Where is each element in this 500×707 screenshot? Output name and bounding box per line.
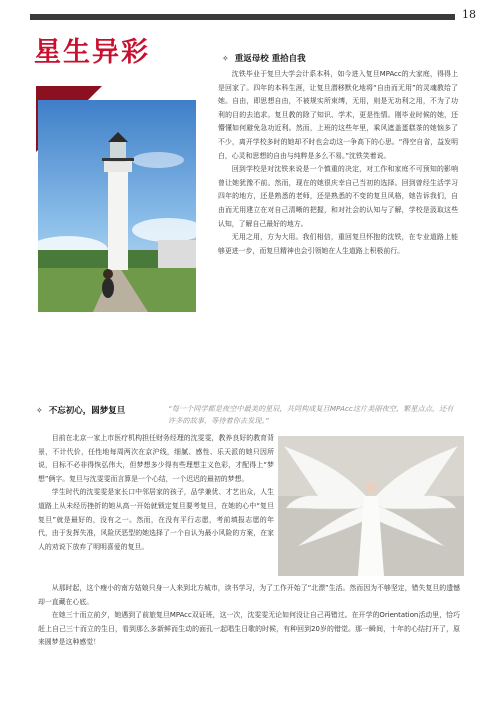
paragraph: 在她三十而立前夕，她遇到了前旅复旦MPAcc双证班，这一次，沈雯雯无论如何没让自己再错过。在开学的Orientation活动里，恰巧赶上自己三十而立的生日，看到那么多新鲜而生动的面孔一起唱生日歌的时候，有种回到20岁的错觉。那一瞬间，十年的心结打开了，原来圆梦是这种感觉！ — [38, 611, 460, 647]
section-heading: ✧ 不忘初心，圆梦复旦 — [36, 406, 126, 416]
page-number: 18 — [462, 8, 476, 21]
paragraph: 学生时代的沈雯雯是家长口中邻居家的孩子，品学兼优、才艺出众，人生道路上从未经历挫折的她从高一开始就锁定复旦要考复旦，在她的心中“复旦复旦”就是最好的，没有之一。然而，在没有平行志愿，考前填报志愿的年代，由于发挥失准，风险厌恶型的她选择了一个自认为最小风险的方案，在家人的劝说下放弃了明明喜爱的复旦。 — [38, 488, 274, 551]
paragraph: 回到学校是对沈铁来说是一个慎重的决定，对工作和家庭不可预知的影响曾让她犹豫不前。然而，现在的她很庆幸自己当初的选择。回到曾经生活学习四年的地方，还是熟悉的老师，还是熟悉的不变的复旦风格，她告诉我们，自由而无用建立在对自己清晰的把握，和对社会的认知与了解，学校是汲取这些认知，了解自己最好的地方。 — [218, 165, 458, 228]
header-rule — [30, 14, 455, 20]
paragraph: 从那时起，这个瘦小的南方姑娘只身一人来到北方城市，读书学习，为了工作开始了“北漂”生活。然而因为不够坚定，错失复旦的遗憾却一直藏在心底。 — [38, 584, 460, 606]
paragraph: 沈铁毕业于复旦大学会计系本科，如今进入复旦MPAcc的大家庭，得得上是回家了。四年的本科生涯，让复旦潜移默化地将“自由而无用”的灵魂教给了她。自由，即思想自由，不被规实所束缚，无用，则是无功利之用，不为了功利的目的去追求。复旦教的除了知识、学术，更是性情。刚毕业时候的她，还懵懂如何避免急功近利。然而，上班的这些年里，乘风遮盖蛋糕茶的她恼多了不少，离开学校多时的她却不时也会动这一争高下的心思。“得空自省，益发明白，心灵和思想的自由与纯粹是多么不易。”沈铁笑着说。 — [218, 70, 458, 160]
section1-body — [218, 68, 458, 258]
diamond-icon: ✧ — [36, 406, 43, 415]
paragraph: 目前在北京一家上市医疗机构担任财务经理的沈雯雯，教养良好的教育背景，不计代价，任性地每周两次在京沪线，细腻、感性、乐天派的她只因所说，目标不必非得恢弘伟大，但梦想多少得有些理想主义色彩，才配得上“梦想”俩字。复旦与沈雯雯而言算是一个心结，一个迟迟的最初的梦想。 — [38, 434, 274, 483]
lighthouse-photo — [38, 100, 196, 312]
section-heading: ✧ 重返母校 重拾自我 — [222, 54, 306, 64]
pull-quote: “每一个同学都是夜空中最美的星辰，共同构成复旦MPAcc这片美丽夜空，繁星点点，还有许多的故事，等待着你去发现。” — [168, 404, 454, 425]
section2-body-top — [38, 432, 274, 554]
section2-body-bottom — [38, 582, 460, 650]
diamond-icon: ✧ — [222, 54, 229, 63]
wings-photo — [278, 436, 464, 576]
column-title: 星生异彩 — [34, 37, 150, 68]
paragraph: 无用之用，方为大用。我们相信，重回复旦怀抱的沈铁，在专业道路上能够更进一步，而复旦精神也会引领她在人生道路上积极前行。 — [218, 233, 458, 255]
